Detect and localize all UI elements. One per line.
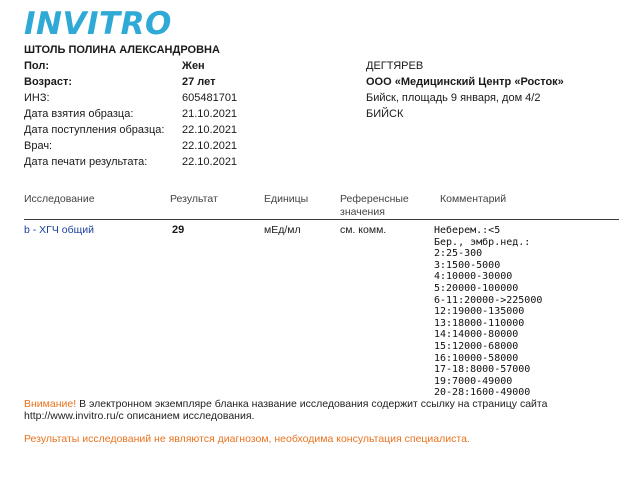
field-label: Дата поступления образца: [24, 124, 165, 136]
field-label: Дата взятия образца: [24, 108, 134, 120]
result-units: мЕд/мл [264, 224, 301, 236]
comment-line: 2:25-300 [434, 248, 483, 260]
diagnosis-disclaimer: Результаты исследований не являются диагнозом, необходима консультация специалиста. [24, 433, 470, 445]
reference-values: см. комм. [340, 224, 387, 236]
comment-line: 6-11:20000->225000 [434, 294, 543, 306]
patient-name: ШТОЛЬ ПОЛИНА АЛЕКСАНДРОВНА [24, 44, 220, 56]
comment-line: 3:1500-5000 [434, 259, 501, 271]
result-value: 29 [172, 224, 185, 236]
field-value: 22.10.2021 [182, 156, 238, 168]
field-value: 22.10.2021 [182, 124, 238, 136]
invitro-logo: INVITRO [24, 6, 172, 42]
header-reference-line2: значения [340, 206, 385, 218]
comment-line: 4:10000-30000 [434, 271, 513, 283]
comment-line: 17-18:8000-57000 [434, 364, 531, 376]
patient-row-sample-received [24, 122, 364, 138]
comment-line: 20-28:1600-49000 [434, 387, 531, 399]
patient-info [24, 58, 364, 170]
comment-line: 16:10000-58000 [434, 352, 519, 364]
field-value: 605481701 [182, 92, 238, 104]
reference-comments [434, 225, 542, 399]
notice-text: В электронном экземпляре бланка название исследования содержит ссылку на страницу сайта http://www.invitro.ru/c описанием исследования. [24, 398, 548, 422]
patient-row-doctor [24, 138, 364, 154]
comment-line: 14:14000-80000 [434, 329, 519, 341]
header-result: Результат [170, 193, 218, 205]
field-value: 22.10.2021 [182, 140, 238, 152]
clinic-address: Бийск, площадь 9 января, дом 4/2 [366, 92, 541, 104]
notice-highlight: Внимание! [24, 398, 77, 410]
clinic-name: ООО «Медицинский Центр «Росток» [366, 76, 564, 88]
electronic-copy-notice [24, 398, 614, 422]
clinic-info [366, 58, 564, 122]
header-comments: Комментарий [440, 193, 507, 205]
comment-line: Неберем.:<5 [434, 225, 501, 236]
field-label: Дата печати результата: [24, 156, 148, 168]
comment-line: 5:20000-100000 [434, 282, 519, 294]
patient-row-age [24, 74, 364, 90]
patient-row-inz [24, 90, 364, 106]
field-value: 27 лет [182, 76, 216, 88]
comment-line: Бер., эмбр.нед.: [434, 236, 531, 248]
comment-line: 15:12000-68000 [434, 340, 519, 352]
test-name-link[interactable]: b - ХГЧ общий [24, 224, 94, 236]
header-reference-line1: Референсные [340, 193, 409, 205]
comment-line: 12:19000-135000 [434, 306, 525, 318]
field-label: ИНЗ: [24, 92, 50, 104]
referring-doctor: ДЕГТЯРЕВ [366, 60, 424, 72]
comment-line: 13:18000-110000 [434, 317, 525, 329]
field-value: 21.10.2021 [182, 108, 238, 120]
field-value: Жен [182, 60, 205, 72]
table-header-divider [24, 219, 619, 220]
clinic-city: БИЙСК [366, 108, 404, 120]
header-test: Исследование [24, 193, 95, 205]
field-label: Врач: [24, 140, 53, 152]
header-units: Единицы [264, 193, 309, 205]
patient-row-sex [24, 58, 364, 74]
field-label: Пол: [24, 60, 50, 72]
patient-row-sample-taken [24, 106, 364, 122]
patient-row-print-date [24, 154, 364, 170]
field-label: Возраст: [24, 76, 72, 88]
comment-line: 19:7000-49000 [434, 375, 513, 387]
header-reference [340, 193, 409, 219]
